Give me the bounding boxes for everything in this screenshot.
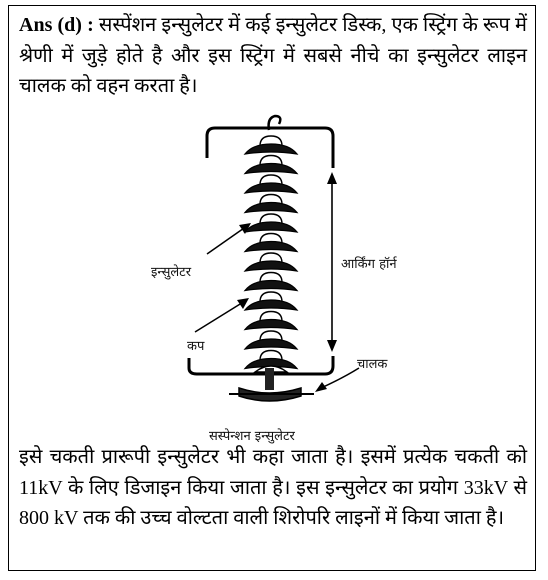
cup-label: कप (187, 339, 205, 354)
cup-pointer (195, 301, 245, 332)
disc-skirt (245, 261, 297, 271)
disc-skirt (245, 144, 297, 154)
insulator-pointer (207, 226, 247, 254)
insulator-label: इन्सुलेटर (151, 265, 192, 280)
span-arrow-bottom (327, 340, 337, 352)
clamp-stem (265, 368, 274, 390)
arcing-horn-label: आर्किंग हॉर्न (341, 257, 397, 272)
suspension-insulator-diagram (129, 106, 429, 446)
span-arrow-top (327, 172, 337, 184)
answer-intro-text: सस्पेंशन इन्सुलेटर में कई इन्सुलेटर डिस्क, एक स्ट्रिंग के रूप में श्रेणी में जुड़े होते है और इस स्ट्रिंग में सबसे नीचे का इन्सुलेटर लाइन चालक को वहन करता है। (19, 14, 528, 97)
closing-paragraph: इसे चकती प्रारूपी इन्सुलेटर भी कहा जाता है। इसमें प्रत्येक चकती को 11kV के लिए डिजाइन किया जाता है। इस इन्सुलेटर का प्रयोग 33kV से 800 kV तक की उच्च वोल्टता वाली शिरोपरि लाइनों में किया जाता है। (19, 446, 527, 529)
conductor-pointer-head (315, 382, 327, 392)
disc-skirt (245, 183, 297, 193)
figure-caption: सस्पेन्शन इन्सुलेटर (209, 429, 295, 444)
disc-skirt (245, 339, 297, 349)
suspension-insulator-figure (129, 106, 429, 446)
disc-skirt (245, 203, 297, 213)
disc-skirt (245, 300, 297, 310)
answer-card (8, 5, 536, 571)
disc-skirt (245, 164, 297, 174)
conductor-label: चालक (357, 357, 388, 372)
disc-skirt (245, 281, 297, 291)
insulator-disc-stack (245, 136, 297, 372)
disc-skirt (245, 222, 297, 232)
answer-intro-paragraph (19, 10, 527, 102)
disc-skirt (245, 242, 297, 252)
answer-label: Ans (d) : (19, 14, 94, 36)
disc-skirt (245, 320, 297, 330)
conductor-pointer (321, 368, 359, 388)
